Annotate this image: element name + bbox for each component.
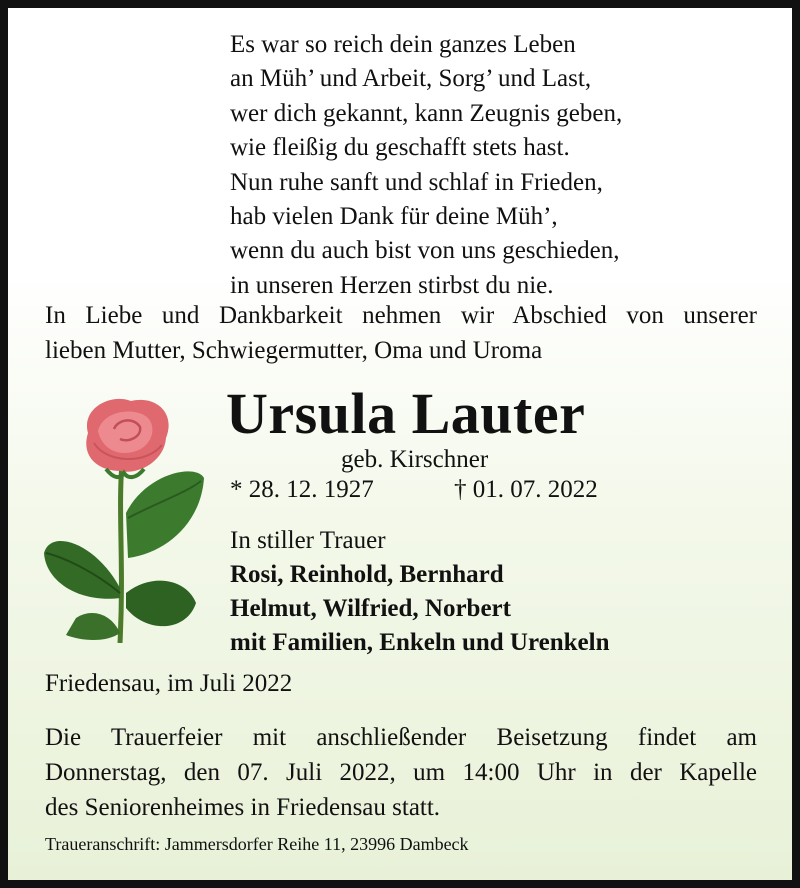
rose-image (36, 393, 216, 643)
mourning-address: Traueranschrift: Jammersdorfer Reihe 11, 23996 Dambeck (45, 834, 469, 854)
ceremony-info (45, 720, 757, 825)
intro-line: In Liebe und Dankbarkeit nehmen wir Abschied von unserer (45, 302, 757, 329)
maiden-name: geb. Kirschner (341, 446, 489, 473)
poem-line: in unseren Herzen stirbst du nie. (230, 271, 554, 299)
deceased-name: Ursula Lauter (226, 381, 586, 446)
poem-line: Nun ruhe sanft und schlaf in Frieden, (230, 168, 603, 196)
ceremony-line: des Seniorenheimes in Friedensau statt. (45, 794, 441, 821)
mourner-names: Helmut, Wilfried, Norbert (230, 595, 511, 622)
mourners (230, 524, 609, 660)
ceremony-line: Die Trauerfeier mit anschließender Beisetzung findet am (45, 724, 757, 751)
ceremony-line: Donnerstag, den 07. Juli 2022, um 14:00 Uhr in der Kapelle (45, 759, 757, 786)
poem-line: wie fleißig du geschafft stets hast. (230, 134, 570, 162)
birth-date: * 28. 12. 1927 (230, 476, 374, 503)
poem-line: Es war so reich dein ganzes Leben (230, 31, 576, 58)
mourners-heading: In stiller Trauer (230, 527, 386, 554)
poem-line: wenn du auch bist von uns geschieden, (230, 237, 620, 265)
intro-line: lieben Mutter, Schwiegermutter, Oma und Uroma (45, 337, 543, 364)
intro-text (45, 298, 757, 368)
life-dates (230, 476, 598, 504)
poem-line: an Müh’ und Arbeit, Sorg’ und Last, (230, 65, 592, 93)
poem-line: wer dich gekannt, kann Zeugnis geben, (230, 99, 623, 127)
mourner-names: Rosi, Reinhold, Bernhard (230, 561, 504, 588)
obituary-notice (8, 8, 792, 880)
poem (230, 28, 622, 303)
place-date: Friedensau, im Juli 2022 (45, 670, 293, 697)
death-date: † 01. 07. 2022 (454, 476, 598, 503)
poem-line: hab vielen Dank für deine Müh’, (230, 203, 558, 231)
mourner-names: mit Familien, Enkeln und Urenkeln (230, 629, 610, 656)
